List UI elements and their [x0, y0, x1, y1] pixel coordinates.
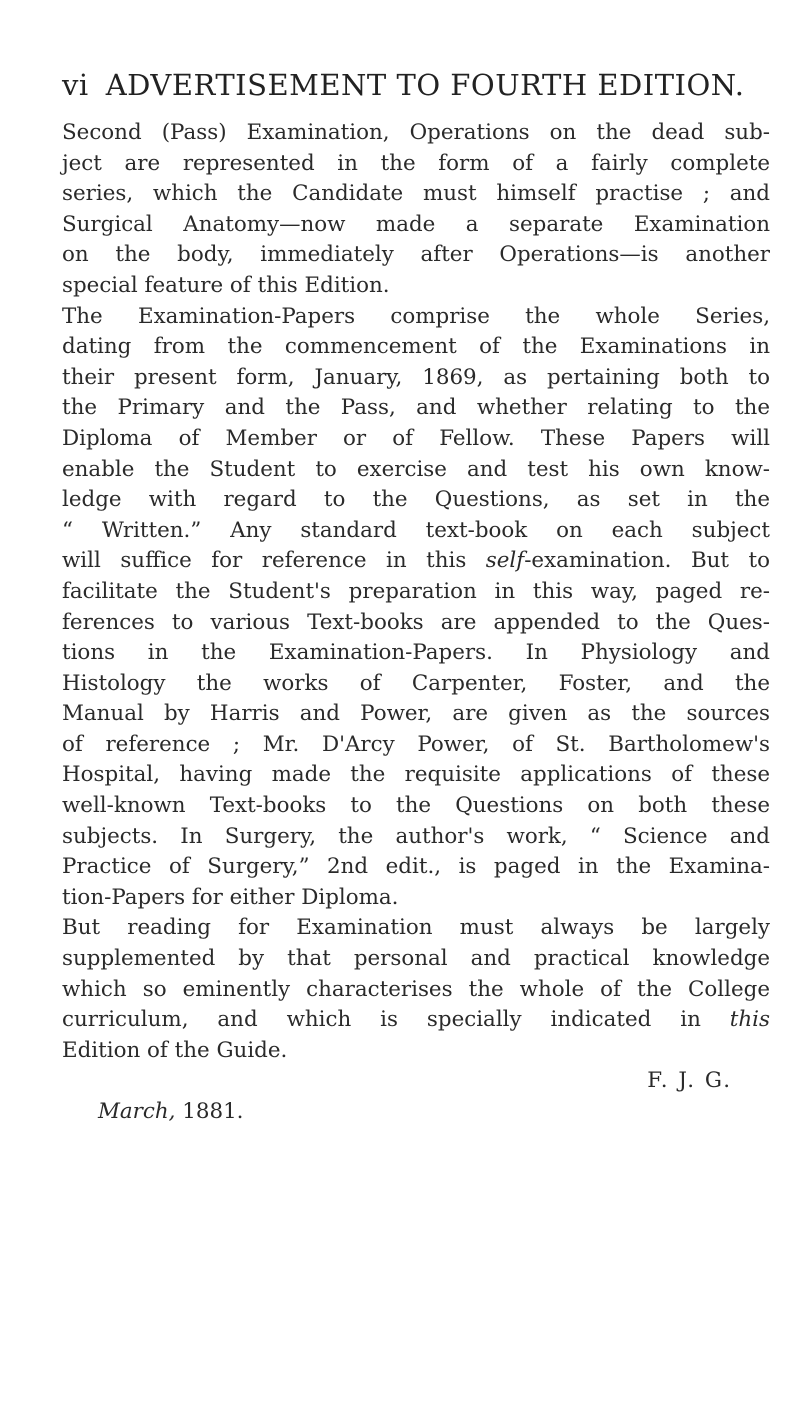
text-line: Hospital, having made the requisite applications of these [62, 762, 770, 788]
text-line: which so eminently characterises the whole of the College [62, 976, 770, 1002]
text-line: ledge with regard to the Questions, as set in the [62, 487, 770, 513]
text-line: tions in the Examination-Papers. In Physiology and [62, 640, 770, 666]
text-line: ject are represented in the form of a fairly complete [62, 150, 770, 176]
text-line: Edition of the Guide. [62, 1037, 288, 1063]
text-fragment: curriculum, and which is specially indicated in [62, 1007, 730, 1033]
date-month: March, [98, 1099, 176, 1124]
text-line: Surgical Anatomy—now made a separate Examination [62, 211, 770, 237]
text-line: dating from the commencement of the Examinations in [62, 334, 770, 360]
signature-initials: F. J. G. [647, 1068, 732, 1094]
text-line: ferences to various Text-books are appended to the Ques- [62, 609, 770, 635]
text-line: well-known Text-books to the Questions on both these [62, 793, 770, 819]
text-line: supplemented by that personal and practical knowledge [62, 946, 770, 972]
text-line-self-examination [62, 546, 770, 577]
page-number: vi [62, 68, 89, 102]
text-line: Manual by Harris and Power, are given as the sources [62, 701, 770, 727]
dateline [62, 1097, 770, 1128]
text-line: the Primary and the Pass, and whether relating to the [62, 395, 770, 421]
running-head [62, 68, 762, 102]
text-line: subjects. In Surgery, the author's work, “ Science and [62, 823, 770, 849]
paragraph-start: But reading for Examination must always be largely [62, 915, 770, 941]
text-fragment: -examination. But to [524, 548, 770, 574]
text-line: special feature of this Edition. [62, 272, 390, 298]
text-line: “ Written.” Any standard text-book on each subject [62, 517, 770, 543]
text-line: tion-Papers for either Diploma. [62, 884, 399, 910]
text-line-this-edition [62, 1005, 770, 1036]
text-line: series, which the Candidate must himself practise ; and [62, 181, 770, 207]
paragraph-start: The Examination-Papers comprise the whole Series, [62, 303, 770, 329]
italic-word: this [729, 1007, 770, 1033]
text-line: facilitate the Student's preparation in this way, paged re- [62, 578, 770, 604]
date-year: 1881. [175, 1099, 244, 1124]
text-line: of reference ; Mr. D'Arcy Power, of St. Bartholomew's [62, 731, 770, 757]
text-fragment: will suffice for reference in this [62, 548, 486, 574]
text-line: Histology the works of Carpenter, Foster, and the [62, 670, 770, 696]
body-text [62, 118, 770, 1128]
running-title: ADVERTISEMENT TO FOURTH EDITION. [105, 68, 745, 102]
text-line: Second (Pass) Examination, Operations on the dead sub- [62, 120, 770, 145]
text-line: their present form, January, 1869, as pertaining both to [62, 364, 770, 390]
text-line: enable the Student to exercise and test his own know- [62, 456, 770, 482]
text-line: on the body, immediately after Operations—is another [62, 242, 770, 268]
text-line: Diploma of Member or of Fellow. These Papers will [62, 425, 770, 451]
text-line: Practice of Surgery,” 2nd edit., is paged in the Examina- [62, 854, 770, 880]
italic-word: self [485, 548, 525, 574]
